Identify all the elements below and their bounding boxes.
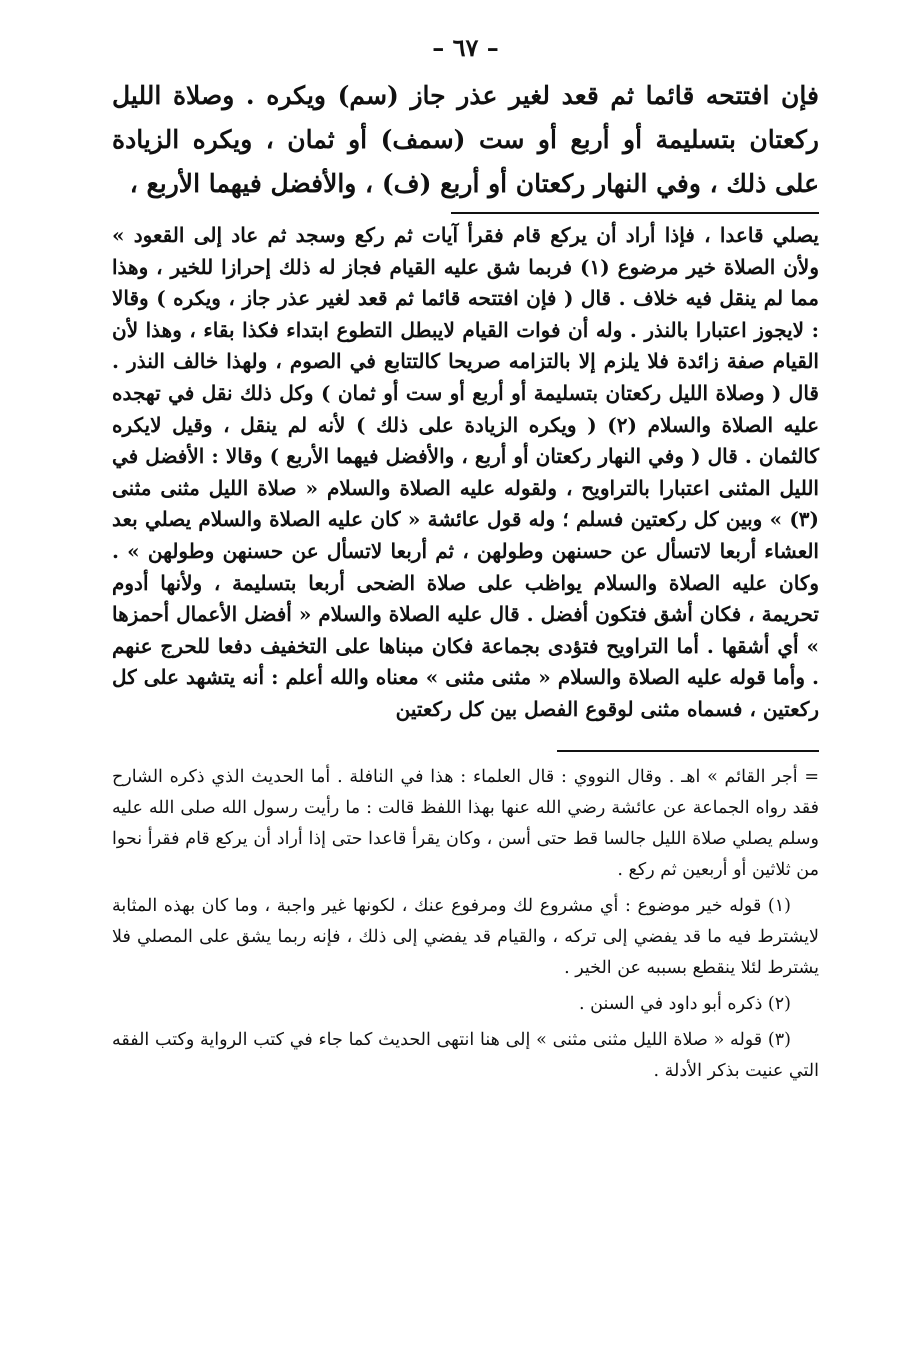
matn-text: فإن افتتحه قائما ثم قعد لغير عذر جاز (سم) ويكره . وصلاة الليل ركعتان بتسليمة أو أربع أو ست (سمف) أو ثمان ، ويكره الزيادة على ذلك ، وفي النهار ركعتان أو أربع (ف) ، والأفضل فيهما الأربع ، (112, 81, 819, 198)
footnote-continuation: = أجر القائم » اهـ . وقال النووي : قال العلماء : هذا في النافلة . أما الحديث الذي ذكره الشارح فقد رواه الجماعة عن عائشة رضي الله عنها بهذا اللفظ قالت : ما رأيت رسول الله صلى الله عليه وسلم يصلي صلاة الليل جالسا قط حتى أسن ، وكان يقرأ قاعدا حتى إذا أراد أن يركع قام فقرأ نحوا من ثلاثين أو أربعين ثم ركع . (112, 766, 819, 880)
matn-section (112, 74, 819, 206)
footnote-2: (٢) ذكره أبو داود في السنن . (579, 993, 791, 1014)
page-number: – ٦٧ – (432, 33, 499, 62)
footnote-divider (557, 750, 819, 752)
footnote-1: (١) قوله خير موضوع : أي مشروع لك ومرفوع عنك ، لكونها غير واجبة ، وما كان بهذه المثابة لايشترط فيه ما قد يفضي إلى تركه ، والقيام قد يفضي إلى ذلك ، فإنه ربما يشق على المصلي فلا يشترط لئلا ينقطع بسببه عن الخير . (112, 895, 819, 978)
sharh-section (112, 220, 819, 726)
matn-divider (451, 212, 819, 214)
sharh-text: يصلي قاعدا ، فإذا أراد أن يركع قام فقرأ آيات ثم ركع وسجد ثم عاد إلى القعود » ولأن الصلاة خير مرضوع (١) فربما شق عليه القيام فجاز له ذلك إحرازا للخير ، وهذا مما لم ينقل فيه خلاف . قال ( فإن افتتحه قائما ثم قعد لغير عذر جاز ، ويكره ) وقالا : لايجوز اعتبارا بالنذر . وله أن فوات القيام لايبطل التطوع ابتداء فكذا بقاء ، وهذا لأن القيام صفة زائدة فلا يلزم إلا بالتزامه صريحا كالتتابع في الصوم ، ولهذا خالف النذر . قال ( وصلاة الليل ركعتان بتسليمة أو أربع أو ست أو ثمان ) وكل ذلك نقل في تهجده عليه الصلاة والسلام (٢) ( ويكره الزيادة على ذلك ) لأنه لم ينقل ، وقيل لايكره كالثمان . قال ( وفي النهار ركعتان أو أربع ، والأفضل فيهما الأربع ) وقالا : الأفضل في الليل المثنى اعتبارا بالتراويح ، ولقوله عليه الصلاة والسلام « صلاة الليل مثنى مثنى (٣) » وبين كل ركعتين فسلم ؛ وله قول عائشة « كان عليه الصلاة والسلام يصلي بعد العشاء أربعا لاتسأل عن حسنهن وطولهن ، ثم أربعا لاتسأل عن حسنهن وطولهن » . وكان عليه الصلاة والسلام يواظب على صلاة الضحى أربعا بتسليمة ، ولأنها أدوم تحريمة ، فكان أشق فتكون أفضل . قال عليه الصلاة والسلام « أفضل الأعمال أحمزها » أي أشقها . أما التراويح فتؤدى بجماعة فكان مبناها على التخفيف دفعا للحرج عنهم . وأما قوله عليه الصلاة والسلام « مثنى مثنى » معناه والله أعلم : أنه يتشهد على كل ركعتين ، فسماه مثنى لوقوع الفصل بين كل ركعتين (112, 223, 820, 721)
footnotes-section (112, 762, 819, 1087)
footnote-3: (٣) قوله « صلاة الليل مثنى مثنى » إلى هنا انتهى الحديث كما جاء في كتب الرواية وكتب الفقه التي عنيت بذكر الأدلة . (112, 1029, 819, 1081)
